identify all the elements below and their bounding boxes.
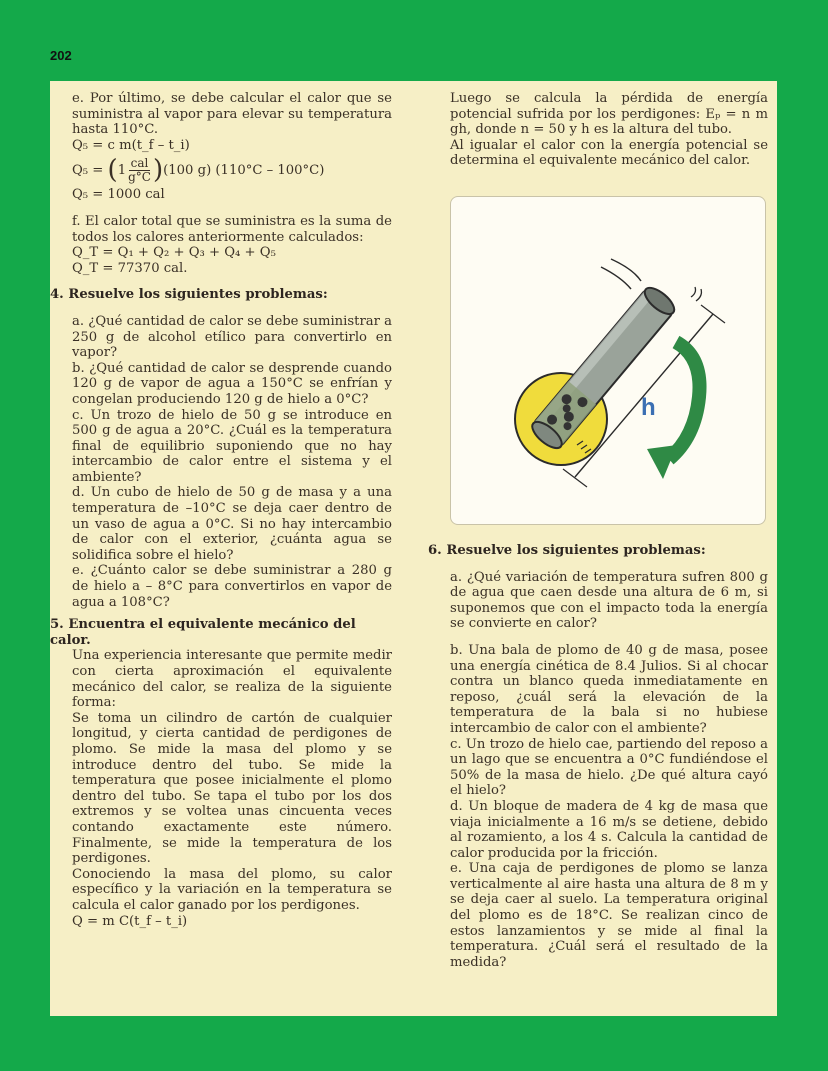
qt-result: Q_T = 77370 cal. <box>72 260 188 276</box>
section-5-title: 5. Encuentra el equivalente mecánico del calor. <box>50 617 356 648</box>
page-paper <box>50 81 777 1016</box>
q5-calc-denominator: g°C <box>128 169 151 184</box>
page-number: 202 <box>50 48 72 63</box>
q5-calc-q: Q₅ = <box>72 162 104 178</box>
problem-6b: b. Una bala de plomo de 40 g de masa, posee una energía cinética de 8.4 Julios. Si al chocar contra un blanco queda inmediatamente en reposo, ¿cuál será la elevación de la temperatura de la bala si no hubiese intercambio de calor con el ambiente? <box>450 642 768 736</box>
section-5-paragraph-2: Se toma un cilindro de cartón de cualquier longitud, y cierta cantidad de perdigones de plomo. Se mide la masa del plomo y se introduce dentro del tubo. Se mide la temperatura que posee inicialmente el plomo dentro del tubo. Se tapa el tubo por los dos extremos y se voltea unas cincuenta veces contando exactamente este número. Finalmente, se mide la temperatura de los perdigones. <box>72 710 392 867</box>
right-column <box>450 91 768 169</box>
q5-result: Q₅ = 1000 cal <box>72 187 165 203</box>
problem-6d: d. Un bloque de madera de 4 kg de masa que viaja inicialmente a 16 m/s se detiene, debido al rozamiento, a los 4 s. Calcula la cantidad de calor producida por la fricción. <box>450 798 768 861</box>
q5-calc-rparen: ) <box>152 155 164 186</box>
height-label: h <box>641 394 656 421</box>
problem-4d: d. Un cubo de hielo de 50 g de masa y a una temperatura de –10°C se deja caer dentro de un vaso de agua a 0°C. Si no hay intercambio de calor con el exterior, ¿cuánta agua se solidifica sobre el hielo? <box>72 485 392 563</box>
problem-6e: e. Una caja de perdigones de plomo se lanza verticalmente al aire hasta una altura de 8 m y se deja caer al suelo. La temperatura original del plomo es de 18°C. Se realizan cinco de estos lanzamientos y se mide al final la temperatura. ¿Cuál será el resultado de la medida? <box>450 861 768 970</box>
qt-formula: Q_T = Q₁ + Q₂ + Q₃ + Q₄ + Q₅ <box>72 245 276 261</box>
problem-6c: c. Un trozo de hielo cae, partiendo del reposo a un lago que se encuentra a 0°C fundiéndose el 50% de la masa de hielo. ¿De qué altura cayó el hielo? <box>450 736 768 799</box>
equivalence-text: Al igualar el calor con la energía potencial se determina el equivalente mecánico del calor. <box>450 137 768 169</box>
q5-calc-one: 1 <box>117 162 127 178</box>
q5-formula: Q₅ = c m(t_f – t_i) <box>72 137 190 153</box>
q5-calc-numerator: cal <box>130 155 149 170</box>
problem-4e: e. ¿Cuánto calor se debe suministrar a 280 g de hielo a – 8°C para convertirlos en vapor de agua a 108°C? <box>72 563 392 610</box>
left-column <box>50 91 392 929</box>
section-5-formula: Q = m C(t_f – t_i) <box>72 913 188 929</box>
tube-drawing <box>451 197 765 524</box>
q5-calc-lparen: ( <box>107 155 118 186</box>
problem-4a: a. ¿Qué cantidad de calor se debe suministrar a 250 g de alcohol etílico para convertirlo en vapor? <box>72 313 392 361</box>
q5-calc-fraction <box>128 157 151 184</box>
section-5-paragraph-3: Conociendo la masa del plomo, su calor específico y la variación en la temperatura se calcula el calor ganado por los perdigones. <box>72 866 392 913</box>
potential-energy-text: Luego se calcula la pérdida de energía potencial sufrida por los perdigones: Eₚ = n m gh, donde n = 50 y h es la altura del tubo. <box>450 91 768 138</box>
tube-illustration <box>450 196 766 525</box>
step-f-text: f. El calor total que se suministra es la suma de todos los calores anteriormente calculados: <box>72 213 392 245</box>
q5-calculation <box>72 153 392 187</box>
step-e-text: e. Por último, se debe calcular el calor que se suministra al vapor para elevar su temperatura hasta 110°C. <box>72 91 392 138</box>
problem-4c: c. Un trozo de hielo de 50 g se introduce en 500 g de agua a 20°C. ¿Cuál es la temperatura final de equilibrio suponiendo que no hay intercambio de calor entre el sistema y el ambiente? <box>72 407 392 485</box>
section-5-paragraph-1: Una experiencia interesante que permite medir con cierta aproximación el equivalente mecánico del calor, se realiza de la siguiente forma: <box>72 648 392 711</box>
problem-6a: a. ¿Qué variación de temperatura sufren 800 g de agua que caen desde una altura de 6 m, si suponemos que con el impacto toda la energía se convierte en calor? <box>450 569 768 632</box>
right-column-lower <box>428 543 768 970</box>
q5-calc-rest: (100 g) (110°C – 100°C) <box>163 162 325 178</box>
section-4-title: 4. Resuelve los siguientes problemas: <box>50 287 328 303</box>
problem-4b: b. ¿Qué cantidad de calor se desprende cuando 120 g de vapor de agua a 150°C se enfrían y congelan produciendo 120 g de hielo a 0°C? <box>72 360 392 407</box>
section-6-title: 6. Resuelve los siguientes problemas: <box>428 543 706 558</box>
